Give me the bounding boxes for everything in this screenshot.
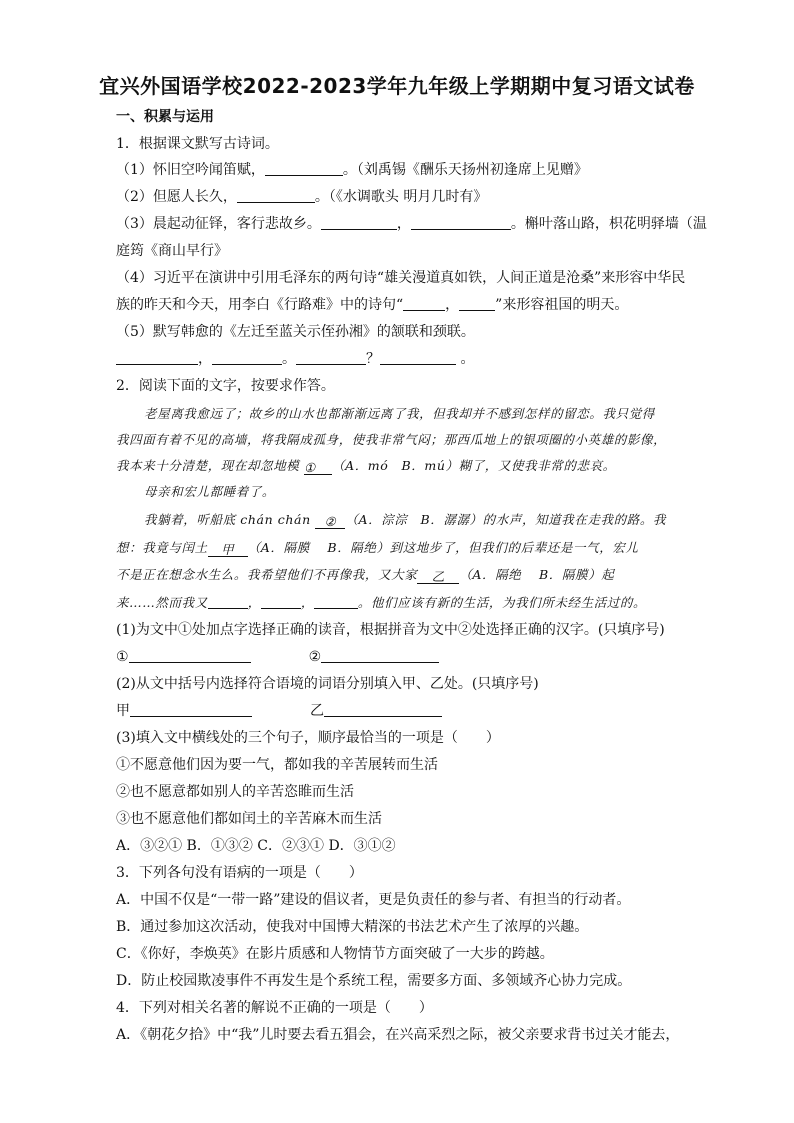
question-3-stem: 3．下列各句没有语病的一项是（ ） [116,865,363,881]
passage-line: 老屋离我愈远了；故乡的山水也都渐渐远离了我，但我却并不感到怎样的留恋。我只觉得 [144,406,655,421]
answer-blank[interactable] [116,350,198,365]
subquestion-3: (3)填入文中横线处的三个句子，顺序最恰当的一项是（ ） [116,730,500,746]
question-4-stem: 4．下列对相关名著的解说不正确的一项是（ ） [116,1000,433,1016]
question-1-item-5-blanks: ， 。 ？ 。 [116,350,474,368]
choice-c: C．《你好，李焕英》在影片质感和人物情节方面突破了一大步的跨越。 [116,946,554,962]
choice-b: B．通过参加这次活动，使我对中国博大精深的书法艺术产生了浓厚的兴趣。 [116,919,589,935]
passage-line: 想：我竟与闰土 甲 （A．隔膜 B．隔绝）到这地步了，但我们的后辈还是一气，宏儿 [116,540,639,557]
choice-a: A．《朝花夕拾》中“我”儿时要去看五猖会，在兴高采烈之际，被父亲要求背书过关才能去， [116,1027,680,1043]
answer-blank[interactable] [265,161,343,176]
answer-blank[interactable] [411,215,511,230]
choice-d: D．防止校园欺凌事件不再发生是个系统工程，需要多方面、多领域齐心协力完成。 [116,973,632,989]
passage-line: 我本来十分清楚，现在却忽地模 ① （A．mó B．mú）糊了，又使我非常的悲哀。 [116,458,616,475]
passage-line: 我四面有着不见的高墙，将我隔成孤身，使我非常气闷；那西瓜地上的银项圈的小英雄的影像， [116,432,667,447]
option-1: ①不愿意他们因为要一气，都如我的辛苦展转而生活 [116,757,438,773]
question-2-stem: 2．阅读下面的文字，按要求作答。 [116,378,335,394]
question-1-item-3: （3）晨起动征铎，客行悲故乡。 ， 。槲叶落山路，枳花明驿墙（温 [116,216,707,232]
question-1-item-3-cont: 庭筠《商山早行》 [116,243,228,259]
choice-a: A．中国不仅是“一带一路”建设的倡议者，更是负责任的参与者、有担当的行动者。 [116,892,631,908]
question-1-item-1: （1）怀旧空吟闻笛赋， 。（刘禹锡《酬乐天扬州初逢席上见赠》 [116,162,588,178]
exam-title: 宜兴外国语学校2022-2023学年九年级上学期期中复习语文试卷 [99,74,695,98]
answer-blank[interactable] [321,215,397,230]
passage-line: 不是正在想念水生么。我希望他们不再像我，又大家 乙 （A．隔绝 B．隔膜）起 [116,567,615,584]
question-1-stem: 1．根据课文默写古诗词。 [116,136,279,152]
answer-blank-2[interactable]: ② [315,514,345,529]
subquestion-1: (1)为文中①处加点字选择正确的读音，根据拼音为文中②处选择正确的汉字。(只填序号) [116,622,665,638]
answer-blank[interactable] [321,648,439,663]
subquestion-2-answers: 甲 乙 [116,702,442,720]
answer-blank-yi[interactable]: 乙 [417,569,459,584]
answer-blank[interactable] [237,188,315,203]
answer-blank[interactable] [403,296,445,311]
question-1-item-2: （2）但愿人长久， 。（《水调歌头 明月几时有》 [116,189,488,205]
answer-blank[interactable] [296,350,366,365]
option-3: ③也不愿意他们都如闰土的辛苦麻木而生活 [116,811,382,827]
subquestion-2: (2)从文中括号内选择符合语境的词语分别填入甲、乙处。(只填序号) [116,676,539,692]
answer-blank[interactable] [324,702,442,717]
option-2: ②也不愿意都如别人的辛苦恣睢而生活 [116,784,354,800]
section-heading: 一、积累与运用 [116,109,214,125]
subquestion-1-answers: ① ② [116,648,439,666]
question-1-item-5: （5）默写韩愈的《左迁至蓝关示侄孙湘》的颔联和颈联。 [116,324,475,340]
answer-blank-jia[interactable]: 甲 [208,542,248,557]
passage-line: 母亲和宏儿都睡着了。 [144,484,276,499]
passage-line: 来……然而我又 ， ， 。他们应该有新的生活，为我们所未经生活过的。 [116,595,647,610]
question-1-item-4-cont: 族的昨天和今天，用李白《行路难》中的诗句“ ， ”来形容祖国的明天。 [116,297,629,313]
answer-blank[interactable] [380,350,456,365]
answer-blank[interactable] [130,702,252,717]
answer-blank[interactable] [129,648,251,663]
answer-blank[interactable] [459,296,495,311]
answer-blank[interactable] [208,594,248,609]
passage-line: 我躺着，听船底 chán chán ② （A．淙淙 B．潺潺）的水声，知道我在走我的路。我 [144,512,667,529]
choice-list: A．③②① B．①③② C．②③① D．③①② [116,838,396,854]
answer-blank[interactable] [261,594,301,609]
question-1-item-4: （4）习近平在演讲中引用毛泽东的两句诗“雄关漫道真如铁，人间正道是沧桑”来形容中华民 [116,270,686,286]
answer-blank-1[interactable]: ① [304,460,332,475]
answer-blank[interactable] [212,350,282,365]
answer-blank[interactable] [314,594,358,609]
